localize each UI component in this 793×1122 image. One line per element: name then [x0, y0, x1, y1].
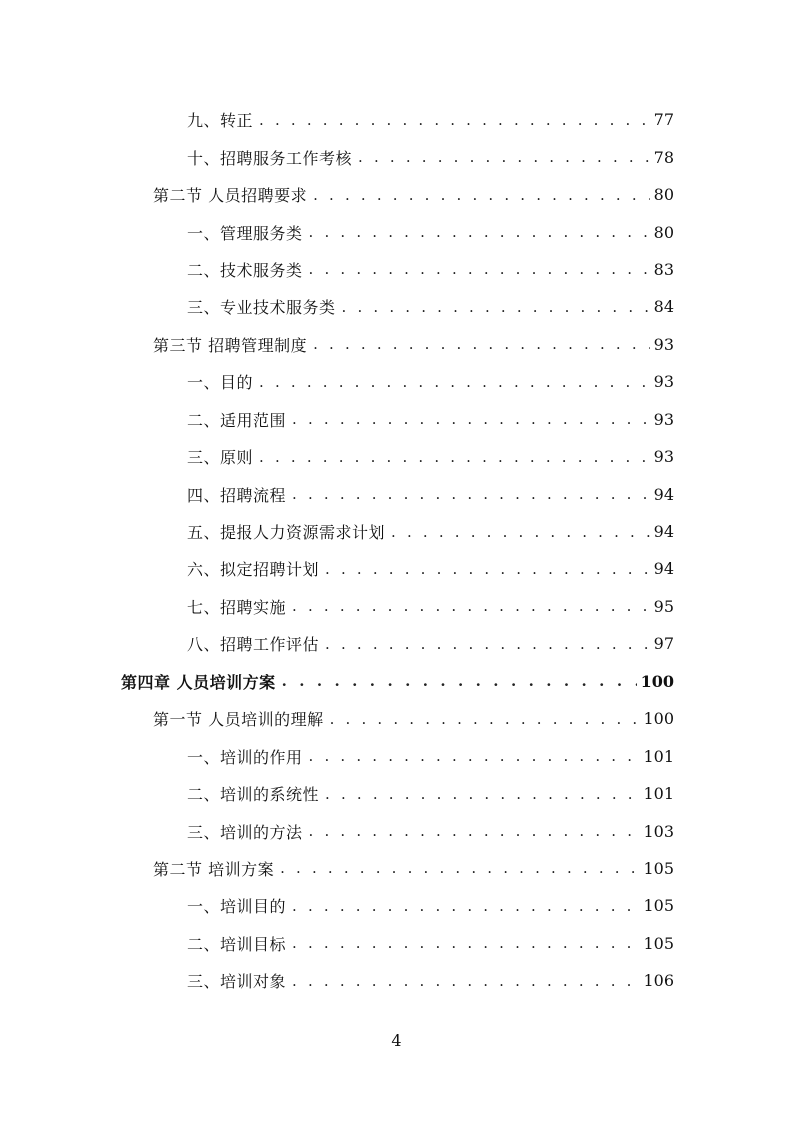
toc-dot-leader — [259, 373, 650, 391]
toc-entry-label: 二、培训目标 — [187, 934, 287, 954]
toc-entry[interactable] — [0, 475, 793, 512]
toc-entry-page: 94 — [653, 522, 674, 542]
toc-entry-page: 77 — [653, 110, 674, 130]
toc-dot-leader — [292, 410, 650, 428]
toc-entry-page: 105 — [643, 933, 674, 953]
toc-entry-page: 94 — [653, 484, 674, 504]
toc-entry-label: 第二节 人员招聘要求 — [153, 186, 308, 206]
toc-entry-page: 94 — [653, 559, 674, 579]
toc-dot-leader — [309, 223, 650, 241]
toc-entry[interactable] — [0, 288, 793, 325]
toc-entry-page: 93 — [653, 334, 674, 354]
toc-dot-leader — [330, 710, 640, 728]
toc-dot-leader — [292, 897, 639, 915]
toc-entry-page: 93 — [653, 447, 674, 467]
toc-entry[interactable] — [0, 962, 793, 999]
toc-entry[interactable] — [0, 326, 793, 363]
toc-entry-label: 五、提报人力资源需求计划 — [187, 523, 386, 543]
toc-dot-leader — [292, 597, 650, 615]
toc-entry-page: 105 — [643, 896, 674, 916]
toc-entry[interactable] — [0, 213, 793, 250]
toc-entry-label: 八、招聘工作评估 — [187, 635, 320, 655]
toc-entry-label: 一、培训目的 — [187, 897, 287, 917]
toc-entry[interactable] — [0, 850, 793, 887]
toc-entry-label: 三、专业技术服务类 — [187, 298, 336, 318]
toc-entry-label: 九、转正 — [187, 111, 254, 131]
toc-entry-page: 100 — [640, 671, 674, 691]
toc-entry[interactable] — [0, 737, 793, 774]
toc-entry[interactable] — [0, 812, 793, 849]
toc-entry-label: 三、培训对象 — [187, 972, 287, 992]
toc-entry[interactable] — [0, 176, 793, 213]
toc-dot-leader — [259, 448, 650, 466]
toc-entry-page: 80 — [653, 222, 674, 242]
toc-entry-page: 93 — [653, 409, 674, 429]
toc-entry[interactable] — [0, 438, 793, 475]
toc-entry-label: 一、目的 — [187, 373, 254, 393]
toc-entry-label: 七、招聘实施 — [187, 597, 287, 617]
toc-entry-page: 101 — [643, 746, 674, 766]
toc-entry-page: 83 — [653, 259, 674, 279]
toc-dot-leader — [292, 972, 639, 990]
toc-dot-leader — [325, 560, 650, 578]
toc-entry[interactable] — [0, 401, 793, 438]
toc-dot-leader — [259, 111, 650, 129]
toc-dot-leader — [342, 298, 650, 316]
toc-entry-page: 101 — [643, 784, 674, 804]
toc-dot-leader — [313, 335, 650, 353]
toc-entry-label: 十、招聘服务工作考核 — [187, 148, 353, 168]
toc-entry[interactable] — [0, 588, 793, 625]
toc-entry-label: 二、培训的系统性 — [187, 785, 320, 805]
toc-entry-page: 106 — [643, 971, 674, 991]
toc-entry[interactable] — [0, 775, 793, 812]
toc-dot-leader — [325, 785, 639, 803]
toc-entry-label: 第四章 人员培训方案 — [121, 672, 276, 692]
toc-dot-leader — [309, 747, 640, 765]
toc-entry-label: 二、技术服务类 — [187, 260, 303, 280]
toc-dot-leader — [325, 635, 650, 653]
toc-entry-label: 四、招聘流程 — [187, 485, 287, 505]
table-of-contents — [0, 101, 793, 1000]
toc-entry[interactable] — [0, 625, 793, 662]
toc-entry-page: 100 — [643, 709, 674, 729]
toc-dot-leader — [313, 186, 650, 204]
toc-entry[interactable] — [0, 550, 793, 587]
toc-chapter-entry[interactable] — [0, 663, 793, 700]
toc-entry[interactable] — [0, 101, 793, 138]
toc-entry-label: 第一节 人员培训的理解 — [153, 710, 324, 730]
toc-entry-label: 三、培训的方法 — [187, 822, 303, 842]
toc-entry-page: 93 — [653, 372, 674, 392]
toc-dot-leader — [358, 148, 650, 166]
toc-entry-page: 103 — [643, 821, 674, 841]
toc-entry-page: 105 — [643, 858, 674, 878]
toc-dot-leader — [391, 523, 650, 541]
toc-dot-leader — [292, 934, 639, 952]
toc-dot-leader — [309, 260, 650, 278]
toc-entry-label: 一、管理服务类 — [187, 223, 303, 243]
toc-entry-page: 97 — [653, 634, 674, 654]
toc-dot-leader — [282, 672, 637, 690]
toc-entry[interactable] — [0, 700, 793, 737]
toc-entry-label: 六、拟定招聘计划 — [187, 560, 320, 580]
toc-entry[interactable] — [0, 887, 793, 924]
toc-entry-page: 95 — [653, 596, 674, 616]
toc-entry[interactable] — [0, 925, 793, 962]
page-number: 4 — [391, 1031, 402, 1050]
toc-dot-leader — [292, 485, 650, 503]
toc-entry-page: 78 — [653, 147, 674, 167]
toc-entry[interactable] — [0, 363, 793, 400]
toc-entry[interactable] — [0, 138, 793, 175]
toc-entry[interactable] — [0, 513, 793, 550]
toc-entry-label: 第三节 招聘管理制度 — [153, 335, 308, 355]
toc-dot-leader — [309, 822, 640, 840]
toc-entry-page: 84 — [653, 297, 674, 317]
toc-entry-label: 三、原则 — [187, 448, 254, 468]
toc-entry[interactable] — [0, 251, 793, 288]
toc-entry-label: 二、适用范围 — [187, 410, 287, 430]
toc-entry-label: 一、培训的作用 — [187, 747, 303, 767]
toc-entry-page: 80 — [653, 185, 674, 205]
toc-dot-leader — [280, 859, 639, 877]
toc-entry-label: 第二节 培训方案 — [153, 859, 275, 879]
